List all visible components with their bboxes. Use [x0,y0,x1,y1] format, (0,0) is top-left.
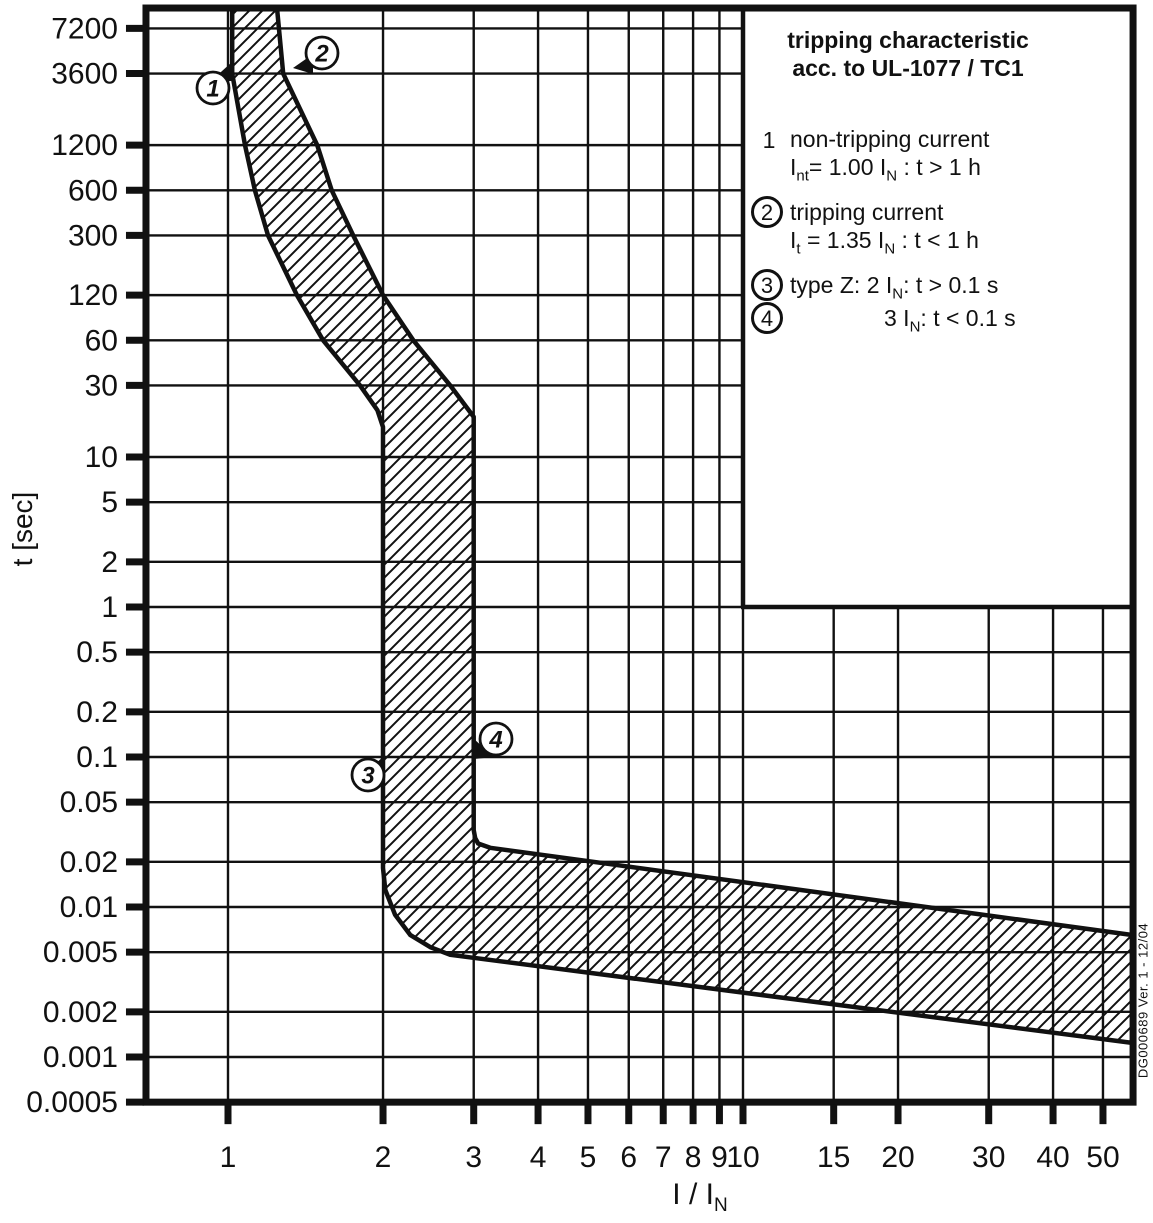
legend-marker-2: 2 [751,196,783,228]
x-tick-label-15: 15 [816,1141,851,1174]
legend-marker-3: 3 [751,269,783,301]
x-tick-label-5: 5 [579,1141,597,1174]
x-tick-label-1: 1 [219,1141,237,1174]
y-tick-label-1200: 1200 [51,129,118,163]
marker-2-label: 2 [315,40,329,68]
x-tick-label-30: 30 [972,1141,1006,1174]
marker-3-label: 3 [361,762,375,790]
y-tick-label-0.1: 0.1 [76,741,118,774]
y-tick-label-7200: 7200 [51,12,118,46]
y-tick-label-10: 10 [84,441,118,474]
legend-item-1-line2: $I_{nt}= 1.00$ $I_N$ : t > 1 h [790,154,981,185]
y-tick-label-5: 5 [101,486,118,520]
legend-marker-4: 4 [751,302,783,334]
y-tick-label-0.005: 0.005 [42,936,118,970]
legend-title-line2: acc. to UL-1077 / TC1 [792,55,1024,81]
y-axis-label: t [sec] [7,491,38,567]
y-tick-label-1: 1 [101,591,118,624]
x-tick-label-6: 6 [620,1141,638,1174]
legend-item-1-line1: non-tripping current [790,126,990,152]
legend-item-2-line1: tripping current [790,199,944,225]
document-number: DG000689 Ver. 1 - 12/04 [1135,922,1151,1079]
y-tick-label-0.2: 0.2 [76,695,118,729]
x-axis-label: I / $I_N$ [672,1178,728,1216]
y-tick-label-3600: 3600 [51,57,118,91]
y-tick-label-0.002: 0.002 [42,995,118,1029]
y-tick-label-0.05: 0.05 [59,786,118,820]
legend-marker-1: 1 [762,127,776,153]
x-tick-label-10: 10 [726,1141,760,1174]
y-tick-label-300: 300 [67,219,118,253]
y-tick-label-0.02: 0.02 [59,845,118,879]
legend-item-3-line1: type Z: 2 $I_N$: t > 0.1 s [790,272,999,303]
x-tick-label-4: 4 [529,1141,547,1174]
chart-root [26,8,1133,1174]
x-tick-label-3: 3 [465,1141,483,1174]
y-tick-label-60: 60 [84,324,118,358]
x-tick-label-9: 9 [711,1141,728,1174]
x-tick-label-40: 40 [1036,1141,1070,1174]
marker-1-label: 1 [206,75,220,103]
legend-title-line1: tripping characteristic [787,27,1029,53]
y-tick-label-30: 30 [84,369,118,403]
x-tick-label-8: 8 [684,1141,702,1174]
y-tick-label-0.0005: 0.0005 [26,1086,118,1120]
y-tick-label-600: 600 [67,174,118,208]
x-tick-label-50: 50 [1086,1141,1120,1174]
y-tick-label-2: 2 [101,545,118,579]
legend-title [752,26,1064,82]
legend-item-4-line1: 3 $I_N$: t < 0.1 s [884,305,1016,336]
marker-4-label: 4 [489,726,503,754]
x-tick-label-2: 2 [374,1141,392,1174]
y-tick-label-120: 120 [67,279,118,313]
x-tick-label-20: 20 [881,1141,915,1174]
y-tick-label-0.5: 0.5 [76,636,118,670]
x-tick-label-7: 7 [654,1141,672,1174]
y-tick-label-0.001: 0.001 [42,1041,118,1074]
legend-item-2-line2: $I_t = 1.35$ $I_N$ : t < 1 h [790,227,979,258]
y-tick-label-0.01: 0.01 [59,891,118,924]
